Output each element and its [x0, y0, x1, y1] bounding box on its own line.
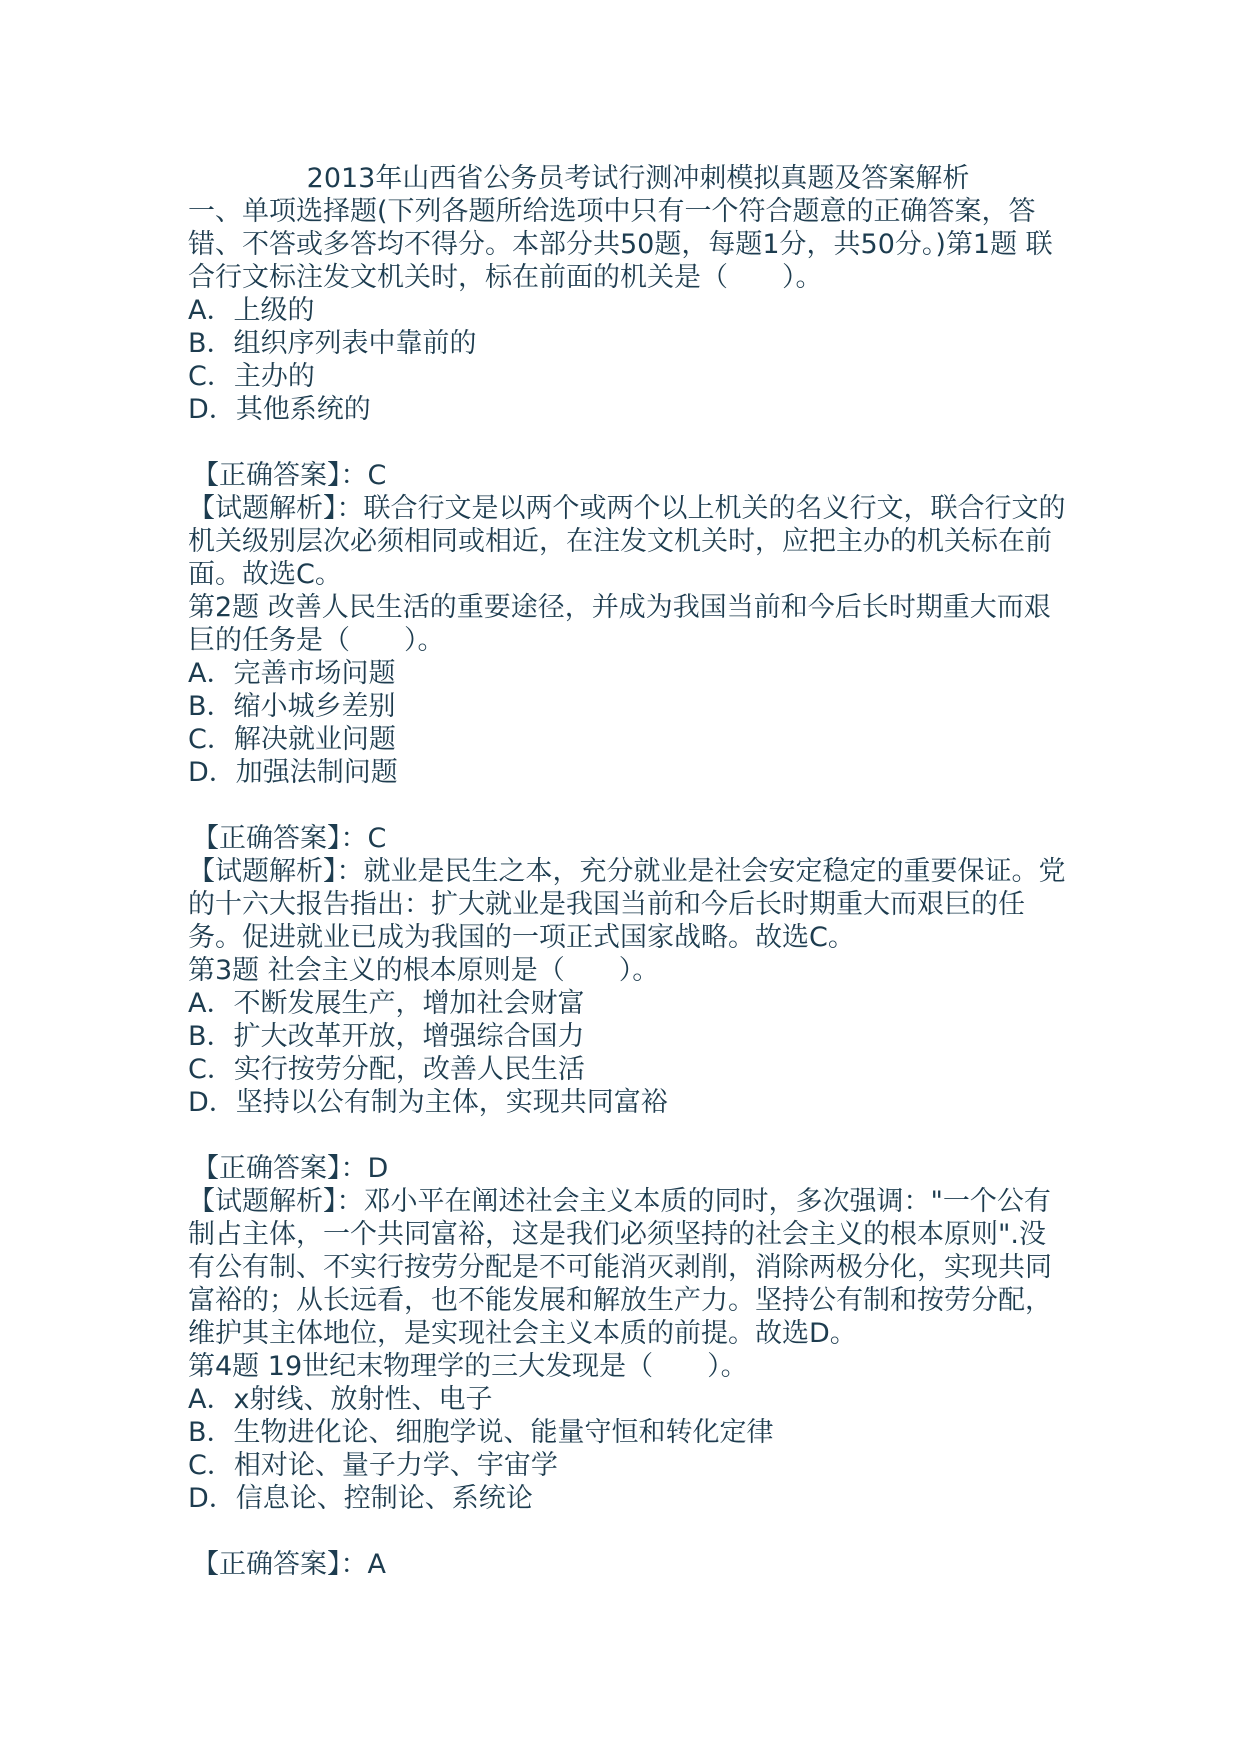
q3-answer: 【正确答案】：D — [192, 1153, 389, 1184]
q3-option-b: B．扩大改革开放，增强综合国力 — [188, 1021, 585, 1052]
q4-option-a: A．x射线、放射性、电子 — [188, 1384, 493, 1415]
document-page — [188, 162, 1068, 1581]
q4-answer: 【正确答案】：A — [192, 1549, 386, 1580]
q4-option-d: D．信息论、控制论、系统论 — [188, 1483, 533, 1514]
spacer — [188, 789, 1068, 822]
spacer — [188, 1119, 1068, 1152]
q1-option-a: A．上级的 — [188, 295, 315, 326]
q1-option-d: D．其他系统的 — [188, 394, 371, 425]
q4-option-c: C．相对论、量子力学、宇宙学 — [188, 1450, 558, 1481]
q2-option-c: C．解决就业问题 — [188, 724, 396, 755]
q1-answer: 【正确答案】：C — [192, 460, 387, 491]
q3-stem: 第3题 社会主义的根本原则是（ ）。 — [188, 955, 660, 986]
q1-option-b: B．组织序列表中靠前的 — [188, 328, 477, 359]
q3-option-a: A．不断发展生产，增加社会财富 — [188, 988, 585, 1019]
q1-option-c: C．主办的 — [188, 361, 315, 392]
q3-analysis: 【试题解析】：邓小平在阐述社会主义本质的同时，多次强调："一个公有制占主体，一个共同富裕，这是我们必须坚持的社会主义的根本原则".没有公有制、不实行按劳分配是不可能消灭剥削，消除两极分化，实现共同富裕的；从长远看，也不能发展和解放生产力。坚持公有制和按劳分配，维护其主体地位，是实现社会主义本质的前提。故选D。 — [188, 1186, 1052, 1349]
section-intro: 一、单项选择题(下列各题所给选项中只有一个符合题意的正确答案，答错、不答或多答均不得分。本部分共50题，每题1分，共50分。)第1题 联合行文标注发文机关时，标在前面的机关是（ ）。 — [188, 196, 1053, 293]
q2-answer: 【正确答案】：C — [192, 823, 387, 854]
document-title: 2013年山西省公务员考试行测冲刺模拟真题及答案解析 — [306, 163, 970, 194]
q4-stem: 第4题 19世纪末物理学的三大发现是（ ）。 — [188, 1351, 748, 1382]
q1-analysis: 【试题解析】：联合行文是以两个或两个以上机关的名义行文，联合行文的机关级别层次必须相同或相近，在注发文机关时，应把主办的机关标在前面。故选C。 — [188, 493, 1066, 590]
q3-option-d: D．坚持以公有制为主体，实现共同富裕 — [188, 1087, 668, 1118]
q3-option-c: C．实行按劳分配，改善人民生活 — [188, 1054, 585, 1085]
spacer — [188, 1515, 1068, 1548]
q2-option-b: B．缩小城乡差别 — [188, 691, 396, 722]
spacer — [188, 426, 1068, 459]
q2-option-a: A．完善市场问题 — [188, 658, 396, 689]
q2-analysis: 【试题解析】：就业是民生之本，充分就业是社会安定稳定的重要保证。党的十六大报告指出：扩大就业是我国当前和今后长时期重大而艰巨的任务。促进就业已成为我国的一项正式国家战略。故选C。 — [188, 856, 1066, 953]
q4-option-b: B．生物进化论、细胞学说、能量守恒和转化定律 — [188, 1417, 774, 1448]
q2-option-d: D．加强法制问题 — [188, 757, 398, 788]
q2-stem: 第2题 改善人民生活的重要途径，并成为我国当前和今后长时期重大而艰巨的任务是（ ）。 — [188, 592, 1051, 656]
